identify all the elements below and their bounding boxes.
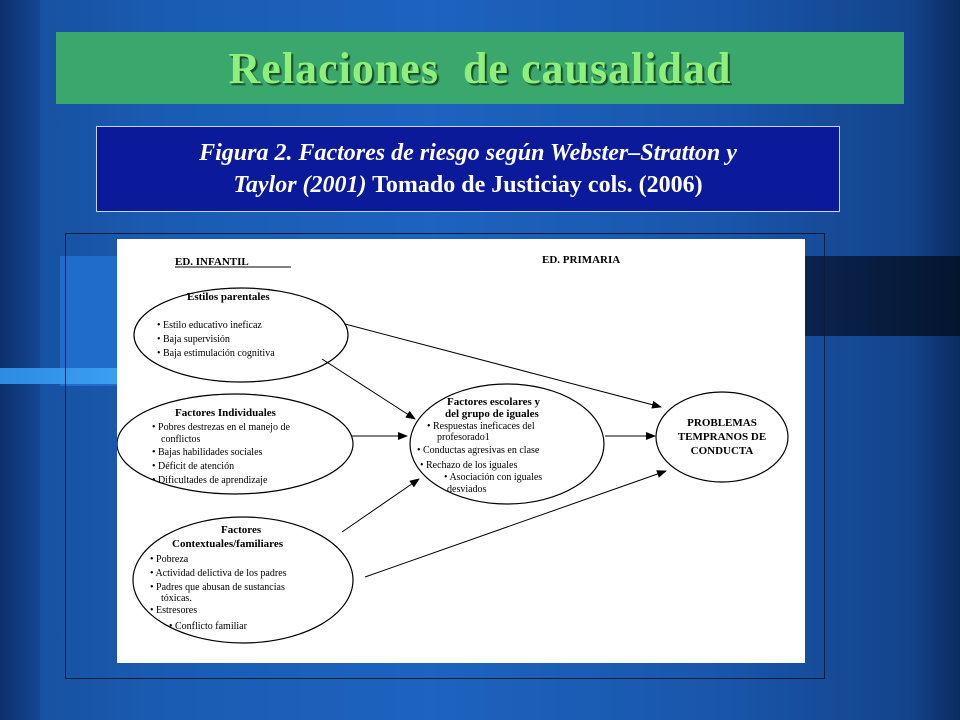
outcome-line-2: TEMPRANOS DE <box>677 431 767 443</box>
background-left-strip <box>0 0 40 720</box>
school-item: • Conductas agresivas en clase <box>417 445 540 456</box>
school-item: desviados <box>447 484 487 495</box>
arrow-parental-to-school <box>322 359 415 419</box>
context-item: • Actividad delictiva de los padres <box>150 568 287 579</box>
slide-title: Relaciones de causalidad <box>228 43 732 93</box>
context-item: • Estresores <box>150 605 198 616</box>
caption-line-2 <box>233 169 702 201</box>
background-right-strip <box>905 0 960 720</box>
individual-item: • Bajas habilidades sociales <box>152 447 263 458</box>
school-item: • Asociación con iguales <box>444 472 543 483</box>
title-banner <box>56 32 904 104</box>
individual-item: conflictos <box>161 434 201 445</box>
outcome-line-3: CONDUCTA <box>690 445 754 457</box>
individual-title: Factores Individuales <box>175 407 276 419</box>
parental-item: • Baja supervisión <box>157 334 230 345</box>
individual-item: • Déficit de atención <box>152 461 235 472</box>
school-item: • Rechazo de los iguales <box>420 460 518 471</box>
caption-citation: Taylor (2001) <box>233 172 367 198</box>
context-title-line-2: Contextuales/familiares <box>172 538 284 550</box>
arrow-parental-to-outcome <box>345 324 661 407</box>
parental-item: • Estilo educativo ineficaz <box>157 320 262 331</box>
school-item: profesorado1 <box>437 432 490 443</box>
column-header-primaria: ED. PRIMARIA <box>542 254 621 266</box>
arrow-context-to-outcome <box>365 471 666 577</box>
figure-caption <box>96 126 840 212</box>
context-title-line-1: Factores <box>221 524 262 536</box>
individual-item: • Pobres destrezas en el manejo de <box>152 422 290 433</box>
diagram-canvas <box>117 239 805 663</box>
context-item: • Conflicto familiar <box>169 621 247 632</box>
school-title-line-2: del grupo de iguales <box>445 408 539 420</box>
school-item: • Respuestas ineficaces del <box>427 421 535 432</box>
risk-factors-diagram <box>117 239 805 663</box>
parental-title: Estilos parentales <box>187 291 270 303</box>
school-title-line-1: Factores escolares y <box>447 396 541 408</box>
outcome-line-1: PROBLEMAS <box>687 417 757 429</box>
context-item: • Padres que abusan de sustancias <box>150 582 285 593</box>
individual-item: • Dificultades de aprendizaje <box>152 475 268 486</box>
caption-source: Tomado de Justiciay cols. (2006) <box>366 172 703 198</box>
parental-item: • Baja estimulación cognitiva <box>157 348 275 359</box>
context-item: tóxicas. <box>161 593 192 604</box>
context-item: • Pobreza <box>150 554 189 565</box>
arrow-context-to-school <box>342 479 419 532</box>
caption-line-1: Figura 2. Factores de riesgo según Webster–Stratton y <box>199 140 737 166</box>
column-header-infantil: ED. INFANTIL <box>175 256 249 268</box>
